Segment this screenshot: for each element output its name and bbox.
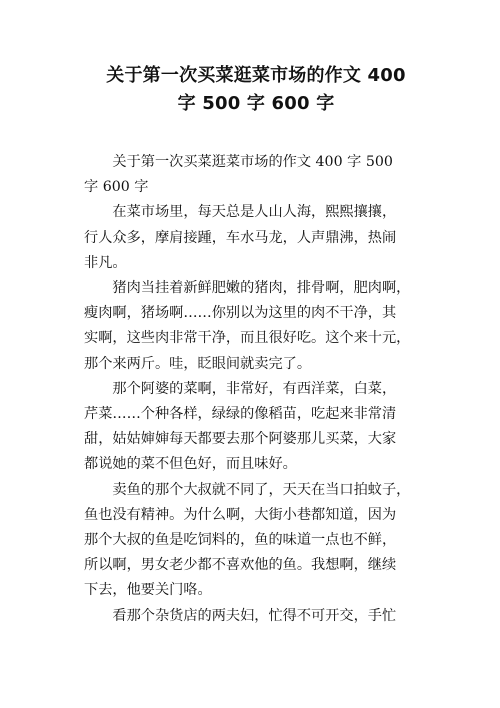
text-line: 实啊，这些肉非常干净，而且很好吃。这个来十元， [84,330,411,347]
text-line: 瘦肉啊，猪场啊……你别以为这里的肉不干净，其 [84,305,397,322]
text-line: 行人众多，摩肩接踵，车水马龙，人声鼎沸，热闹 [84,229,397,246]
text-line: 那个阿婆的菜啊，非常好，有西洋菜，白菜， [112,380,397,397]
text-line: 字 600 字 [84,179,149,196]
text-line: 非凡。 [84,254,127,271]
paragraph-vegetable-stall [84,377,434,478]
text-line: 所以啊，男女老少都不喜欢他的鱼。我想啊，继续 [84,557,397,574]
paragraph-grocery-store [84,604,434,629]
text-line: 芹菜……个种各样，绿绿的像稻苗，吃起来非常清 [84,406,397,423]
title-line: 关于第一次买菜逛菜市场的作文 400 [106,65,406,86]
text-line: 卖鱼的那个大叔就不同了，天天在当口拍蚊子， [112,481,411,498]
text-line: 在菜市场里，每天总是人山人海，熙熙攘攘， [112,204,397,221]
paragraph-pork-stall [84,276,434,377]
text-line: 都说她的菜不但色好，而且味好。 [84,456,297,473]
text-line: 下去，他要关门咯。 [84,582,212,599]
text-line: 甜，姑姑婶婶每天都要去那个阿婆那儿买菜，大家 [84,431,397,448]
text-line: 猪肉当挂着新鲜肥嫩的猪肉，排骨啊，肥肉啊， [112,280,411,297]
text-line: 那个来两斤。哇，眨眼间就卖完了。 [84,355,312,372]
document-body [84,150,434,629]
paragraph-fish-stall [84,478,434,604]
text-line: 关于第一次买菜逛菜市场的作文 400 字 500 [112,154,393,170]
text-line: 那个大叔的鱼是吃饲料的，鱼的味道一点也不鲜， [84,532,397,549]
text-line: 看那个杂货店的两夫妇，忙得不可开交，手忙 [112,607,397,624]
text-line: 鱼也没有精神。为什么啊，大街小巷都知道，因为 [84,506,397,523]
title-line: 字 500 字 600 字 [177,93,335,114]
paragraph-heading [84,150,434,200]
document-title [78,62,434,118]
paragraph-market-crowd [84,200,434,276]
